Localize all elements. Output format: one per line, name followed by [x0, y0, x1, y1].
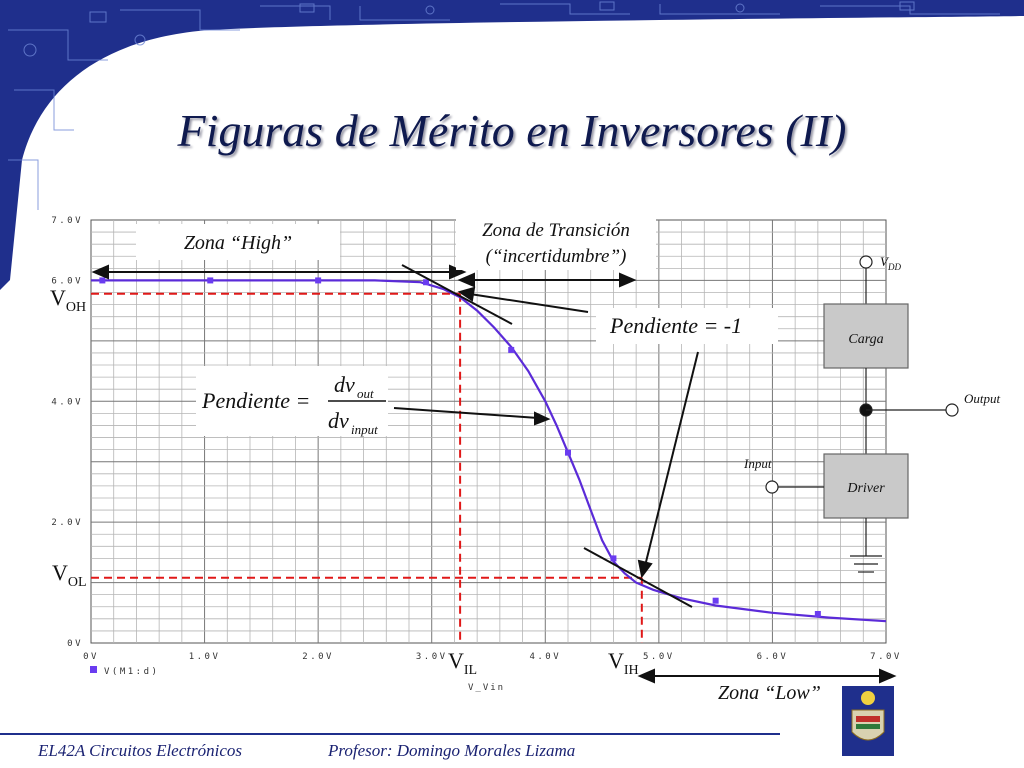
formula-num-dv: dv [334, 372, 355, 397]
x-tick-label: 3.0V [415, 652, 448, 662]
vdd-terminal [860, 256, 872, 268]
slide-title: Figuras de Mérito en Inversores (II) [177, 105, 847, 156]
vol-label: $V_{OL}$ [52, 560, 87, 590]
formula-den-sub: input [351, 422, 378, 437]
curve-marker [207, 277, 213, 283]
input-terminal [766, 481, 778, 493]
input-label: Input [744, 456, 772, 471]
formula-num-sub: out [357, 386, 374, 401]
x-tick-label: 6.0V [756, 652, 789, 662]
footer-professor: Profesor: Domingo Morales Lizama [328, 741, 576, 760]
legend-swatch [90, 666, 97, 673]
y-tick-label: 7.0V [51, 216, 83, 226]
legend-label: V(M1:d) [104, 667, 160, 677]
crest-band-red [856, 716, 880, 722]
x-tick-label: 4.0V [529, 652, 562, 662]
x-tick-labels [83, 652, 902, 662]
x-tick-label: 1.0V [188, 652, 221, 662]
x-tick-label: 2.0V [302, 652, 334, 662]
zona-transicion-sub-label: (“incertidumbre”) [485, 246, 627, 267]
output-label: Output [964, 391, 1001, 406]
curve-marker [610, 555, 616, 561]
zona-high-label: Zona “High” [183, 232, 293, 254]
driver-label: Driver [847, 481, 885, 496]
x-axis-label: V_Vin [468, 683, 506, 693]
formula-lhs: Pendiente = [202, 388, 311, 413]
zona-low-label: Zona “Low” [718, 682, 821, 704]
plot-area [51, 216, 902, 662]
crest-sun [861, 691, 875, 705]
zona-transicion-label: Zona de Transición [482, 220, 630, 241]
pendiente-minus-one-label: Pendiente = -1 [610, 313, 743, 338]
university-crest [842, 686, 894, 756]
vih-label: $V_{IH}$ [608, 648, 639, 678]
y-tick-label: 0V [67, 639, 83, 649]
formula-den-dv: dv [328, 408, 349, 433]
y-tick-label: 2.0V [51, 518, 83, 529]
zona-low-arrowhead-left [640, 670, 654, 682]
load-label: Carga [848, 332, 884, 347]
zona-low-arrowhead-right [880, 670, 894, 682]
y-tick-label: 4.0V [51, 397, 83, 408]
curve-marker [315, 277, 321, 283]
x-tick-label: 5.0V [643, 652, 675, 662]
curve-marker [508, 347, 514, 353]
output-terminal [946, 404, 958, 416]
x-tick-label: 0V [83, 652, 99, 662]
footer-course: EL42A Circuitos Electrónicos [38, 741, 242, 760]
curve-marker [99, 277, 105, 283]
x-tick-label: 7.0V [870, 652, 902, 662]
voh-label: $V_{OH}$ [50, 285, 87, 315]
crest-band-green [856, 724, 880, 729]
curve-marker [565, 450, 571, 456]
curve-marker [713, 598, 719, 604]
vil-label: $V_{IL}$ [448, 648, 478, 678]
y-tick-label: 6.0V [51, 276, 83, 287]
vdd-label: $V_{DD}$ [880, 254, 901, 272]
curve-marker [815, 611, 821, 617]
